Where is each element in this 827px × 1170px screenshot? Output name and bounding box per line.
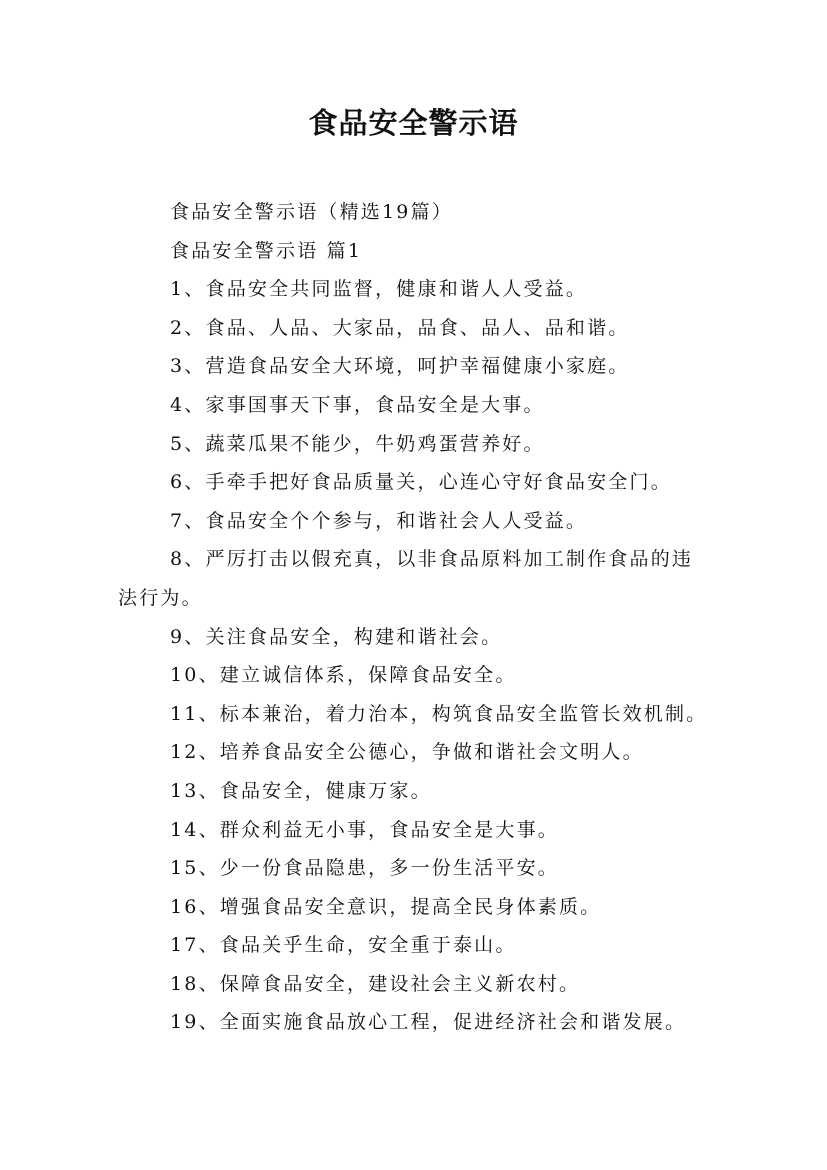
list-item: 10、建立诚信体系，保障食品安全。 [170,664,517,687]
list-item: 13、食品安全，健康万家。 [170,779,432,802]
document-title: 食品安全警示语 [308,106,519,140]
list-item: 19、全面实施食品放心工程，促进经济社会和谐发展。 [170,1011,687,1034]
list-item: 6、手牵手把好食品质量关，心连心守好食品安全门。 [170,471,672,494]
list-item: 14、群众利益无小事，食品安全是大事。 [170,818,559,841]
section-heading: 食品安全警示语 篇1 [170,239,363,262]
list-item: 4、家事国事天下事，食品安全是大事。 [170,393,545,416]
list-item: 16、增强食品安全意识，提高全民身体素质。 [170,895,602,918]
document-body [118,193,710,1042]
list-item: 11、标本兼治，着力治本，构筑食品安全监管长效机制。 [170,702,708,725]
list-item: 7、食品安全个个参与，和谐社会人人受益。 [170,509,588,532]
list-item: 3、营造食品安全大环境，呵护幸福健康小家庭。 [170,355,630,378]
list-item: 1、食品安全共同监督，健康和谐人人受益。 [170,278,588,301]
list-item: 18、保障食品安全，建设社会主义新农村。 [170,972,581,995]
list-item: 12、培养食品安全公德心，争做和谐社会文明人。 [170,741,644,764]
list-item: 15、少一份食品隐患，多一份生活平安。 [170,857,559,880]
list-item: 17、食品关乎生命，安全重于泰山。 [170,934,517,957]
document-subtitle: 食品安全警示语（精选19篇） [170,201,453,223]
list-item: 9、关注食品安全，构建和谐社会。 [170,625,503,648]
list-item: 2、食品、人品、大家品，品食、品人、品和谐。 [170,316,630,339]
list-item: 8、严厉打击以假充真，以非食品原料加工制作食品的违法行为。 [118,548,694,609]
list-item: 5、蔬菜瓜果不能少，牛奶鸡蛋营养好。 [170,432,545,455]
